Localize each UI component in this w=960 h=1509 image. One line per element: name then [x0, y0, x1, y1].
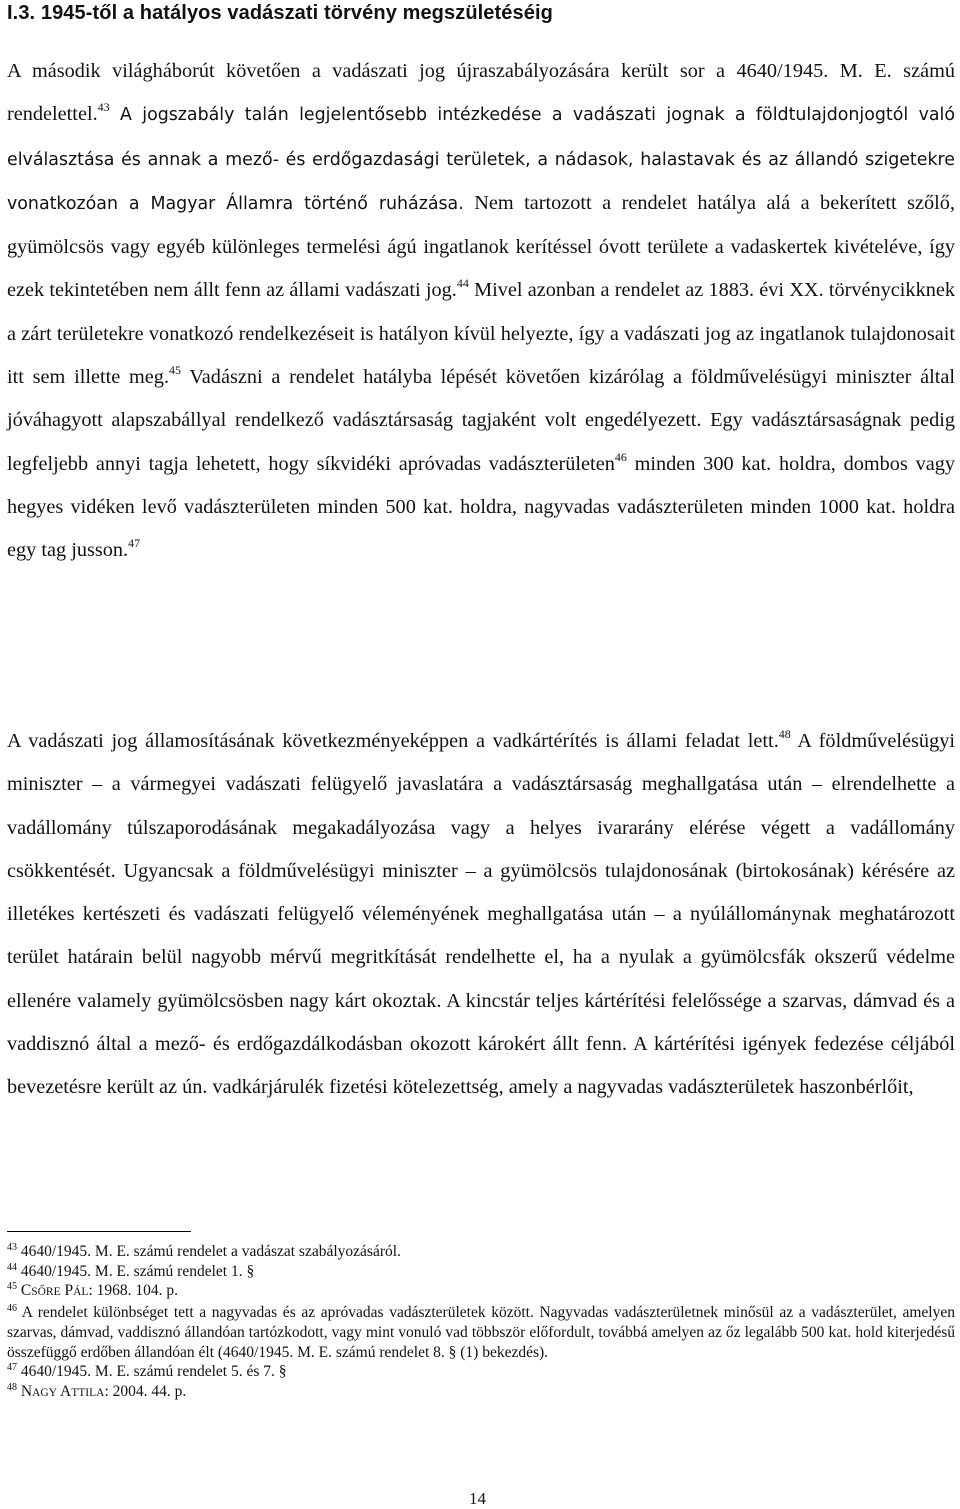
author-initial: A — [57, 1382, 72, 1400]
footnote-48 — [7, 1382, 955, 1404]
footnote-ref-47[interactable]: 47 — [128, 536, 141, 551]
footnote-number: 44 — [7, 1261, 17, 1273]
footnote-text: : 2004. 44. p. — [104, 1382, 187, 1400]
footnote-43 — [7, 1242, 955, 1262]
footnote-47 — [7, 1362, 955, 1382]
footnote-ref-44[interactable]: 44 — [456, 276, 469, 291]
footnote-number: 43 — [7, 1242, 17, 1253]
footnote-text: A rendelet különbséget tett a nagyvadas és az apróvadas vadászterületek között. Nagyvadas vadászterületnek minősül az a vadászterület, amelyen szarvas, dámvad, vaddisznó állandóan tartózkodott, vagy mint vonuló vad többször előfordult, továbbá amelyen az őz legalább 500 kat. hold kiterjedésű összefüggő erdőben állandóan élt (4640/1945. M. E. számú rendelet 8. § (1) bekezdés). — [7, 1304, 955, 1361]
author-smallcaps: SŐRE — [31, 1286, 61, 1299]
footnote-number: 46 — [7, 1303, 17, 1315]
author-initial: N — [20, 1382, 33, 1400]
footnote-45 — [7, 1281, 955, 1303]
page-number: 14 — [469, 1489, 486, 1508]
paragraph-1-text-b: A jogszabály talán legjelentősebb intézkedése a vadászati jognak a földtulajdonjogtól való elválasztása és annak a mező- és erdőgazdasági területek, a nádasok, halastavak és az állandó szigetekre vonatkozóan a Magyar Államra történő ruházása. — [7, 105, 955, 214]
paragraph-2-text-b: A földművelésügyi miniszter – a vármegyei vadászati felügyelő javaslatára a vadásztársaság meghallgatása után – elrendelhette a vadállomány túlszaporodásának megakadályozása vagy a helyes ivararány elérése végett a vadállomány csökkentését. Ugyancsak a földművelésügyi miniszter – a gyümölcsös tulajdonosának (birtokosának) kérésére az illetékes kertészeti és vadászati felügyelő véleményének meghallgatása után – a nyúlállománynak meghatározott terület határain belül nagyobb mérvű megritkítását rendelhette el, ha a nyulak a gyümölcsfák okszerű védelme ellenére valamely gyümölcsösben nagy kárt okoztak. A kincstár teljes kártérítési felelőssége a szarvas, dámvad és a vaddisznó által a mező- és erdőgazdálkodásban okozott károkért állt fenn. A kártérítési igények fedezése céljából bevezetésre került az ún. vadkárjárulék fizetési kötelezettség, amely a nagyvadas vadászterületek haszonbérlőit, — [7, 730, 955, 1099]
author-smallcaps: ÁL — [73, 1286, 89, 1299]
footnote-ref-45[interactable]: 45 — [169, 363, 182, 378]
section-heading: I.3. 1945-től a hatályos vadászati törvény megszületéséig — [7, 2, 553, 24]
footnote-text: 4640/1945. M. E. számú rendelet a vadászat szabályozásáról. — [17, 1243, 401, 1260]
footnote-ref-48[interactable]: 48 — [778, 727, 791, 741]
footnote-text: 4640/1945. M. E. számú rendelet 1. § — [17, 1262, 255, 1280]
author-initial: P — [60, 1282, 74, 1300]
paragraph-1-text-a: A második világháborút követően a vadászati jog újraszabályozására került sor a 4640/1945. M. E. számú rendelettel. — [7, 60, 955, 126]
footnote-text: : 1968. 104. p. — [88, 1282, 179, 1300]
paragraph-1-text-d: Mivel azonban a rendelet az 1883. évi XX. törvénycikknek a zárt területekre vonatkozó rendelkezéseit is hatályon kívül helyezte, így a vadászati jog az ingatlanok tulajdonosait itt sem illette meg. — [7, 279, 955, 389]
author-initial: C — [20, 1282, 32, 1300]
footnote-ref-46[interactable]: 46 — [614, 449, 627, 464]
paragraph-2 — [7, 720, 955, 1110]
footnote-44 — [7, 1262, 955, 1282]
paragraph-1 — [7, 50, 955, 573]
author-smallcaps: TTILA — [71, 1386, 105, 1399]
author-name — [21, 1282, 89, 1299]
footnote-separator — [7, 1231, 191, 1232]
author-name — [21, 1383, 105, 1400]
paragraph-1-text-f: minden 300 kat. holdra, dombos vagy hegyes vidéken levő vadászterületen minden 500 kat. holdra, nagyvadas vadászterületen minden 1000 kat. holdra egy tag jusson. — [7, 452, 955, 562]
author-smallcaps: AGY — [32, 1386, 57, 1399]
paragraph-2-text-a: A vadászati jog államosításának következményeképpen a vadkártérítés is állami feladat lett. — [7, 730, 779, 752]
footnote-number: 47 — [7, 1362, 17, 1374]
paragraph-1-text-c: Nem tartozott a rendelet hatálya alá a bekerített szőlő, gyümölcsös vagy egyéb különleges termelési ágú ingatlanok kerítéssel óvott területe a vadaskertek kivételéve, így ezek tekintetében nem állt fenn az állami vadászati jog. — [7, 191, 955, 302]
paragraph-1-text-e: Vadászni a rendelet hatályba lépését követően kizárólag a földművelésügyi miniszter által jóváhagyott alapszabállyal rendelkező vadásztársaság tagjaként volt engedélyezett. Egy vadásztársaságnak pedig legfeljebb annyi tagja lehetett, hogy síkvidéki apróvadas vadászterületen — [7, 366, 955, 475]
footnote-number: 45 — [7, 1281, 17, 1293]
footnote-ref-43[interactable]: 43 — [97, 100, 110, 115]
footnotes — [7, 1242, 955, 1404]
footnote-text: 4640/1945. M. E. számú rendelet 5. és 7. § — [17, 1363, 287, 1381]
footnote-number: 48 — [7, 1381, 17, 1393]
footnote-46 — [7, 1303, 955, 1362]
